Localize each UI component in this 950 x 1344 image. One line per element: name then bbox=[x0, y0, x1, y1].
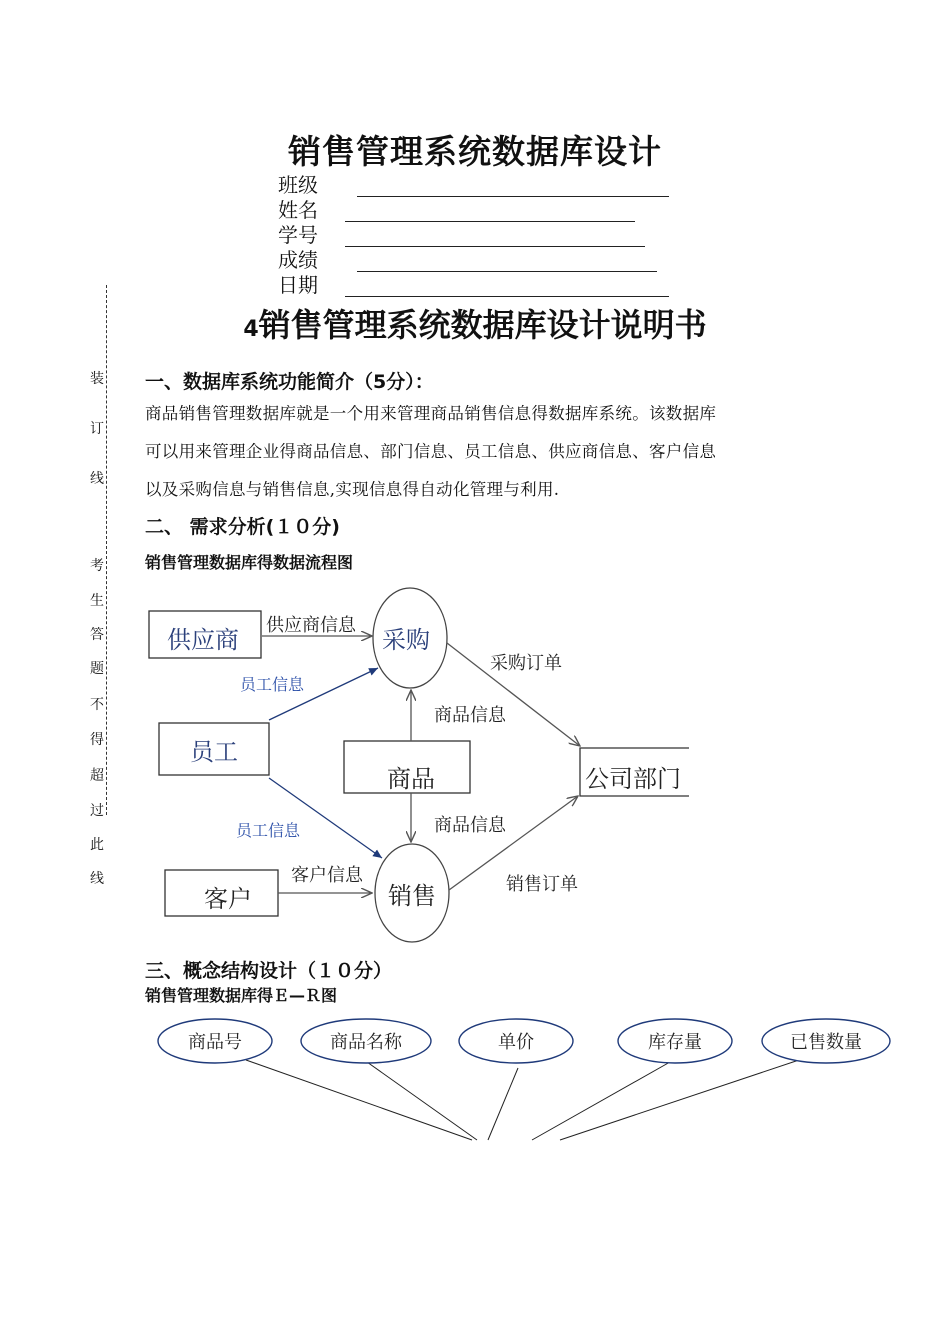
paragraph-line: 可以用来管理企业得商品信息、部门信息、员工信息、供应商信息、客户信息 bbox=[145, 442, 717, 461]
subtitle-text: 销售管理系统数据库设计说明书 bbox=[258, 306, 707, 344]
binding-char: 不 bbox=[90, 697, 104, 713]
paragraph-line: 以及采购信息与销售信息,实现信息得自动化管理与利用. bbox=[145, 480, 560, 499]
sales-label: 销售 bbox=[388, 882, 436, 910]
binding-char: 生 bbox=[90, 593, 104, 609]
paragraph-line: 商品销售管理数据库就是一个用来管理商品销售信息得数据库系统。该数据库 bbox=[145, 404, 717, 423]
er-attribute-label: 商品号 bbox=[188, 1032, 242, 1053]
er-connector bbox=[532, 1062, 670, 1140]
er-connector bbox=[367, 1062, 477, 1140]
er-connector bbox=[560, 1058, 805, 1140]
binding-char: 线 bbox=[90, 871, 104, 887]
binding-char: 考 bbox=[90, 558, 104, 574]
subtitle-marker: 4 bbox=[243, 317, 259, 342]
binding-char: 答 bbox=[90, 627, 104, 643]
binding-char: 此 bbox=[90, 837, 104, 853]
binding-char: 得 bbox=[90, 732, 104, 748]
section3-heading: 三、概念结构设计（１０分） bbox=[145, 960, 393, 982]
department-label: 公司部门 bbox=[585, 765, 681, 793]
er-attribute-label: 已售数量 bbox=[790, 1032, 862, 1053]
binding-char: 装 bbox=[90, 371, 104, 387]
er-diagram bbox=[158, 1019, 890, 1140]
section2-heading: 二、 需求分析(１０分) bbox=[145, 516, 340, 538]
er-connector bbox=[488, 1068, 518, 1140]
binding-char: 过 bbox=[90, 803, 104, 819]
binding-char: 超 bbox=[90, 768, 104, 784]
binding-char: 订 bbox=[90, 421, 104, 437]
student-id-label: 学号 bbox=[278, 223, 318, 247]
binding-char: 题 bbox=[90, 661, 104, 677]
purchase-order-flow-label: 采购订单 bbox=[490, 653, 562, 674]
supplier-info-flow-label: 供应商信息 bbox=[266, 615, 356, 636]
class-label: 班级 bbox=[278, 173, 318, 197]
customer-label: 客户 bbox=[204, 885, 252, 913]
dataflow-caption: 销售管理数据库得数据流程图 bbox=[145, 553, 354, 572]
er-attribute-label: 单价 bbox=[498, 1032, 534, 1053]
employee-label: 员工 bbox=[190, 738, 238, 766]
er-caption: 销售管理数据库得Ｅ—Ｒ图 bbox=[145, 986, 338, 1005]
product-label: 商品 bbox=[387, 765, 435, 793]
score-label: 成绩 bbox=[278, 248, 318, 272]
employee-info-flow-label: 员工信息 bbox=[236, 821, 301, 840]
er-connector bbox=[246, 1060, 472, 1140]
er-attribute-label: 库存量 bbox=[648, 1032, 702, 1053]
name-label: 姓名 bbox=[278, 198, 318, 222]
supplier-label: 供应商 bbox=[167, 626, 239, 654]
purchase-label: 采购 bbox=[382, 626, 430, 654]
customer-info-flow-label: 客户信息 bbox=[291, 865, 363, 886]
document-title: 销售管理系统数据库设计 bbox=[288, 132, 662, 171]
er-attribute-label: 商品名称 bbox=[330, 1032, 402, 1053]
product-info-flow-label: 商品信息 bbox=[434, 815, 506, 836]
binding-char: 线 bbox=[90, 471, 104, 487]
date-label: 日期 bbox=[278, 273, 318, 297]
product-info-flow-label: 商品信息 bbox=[434, 705, 506, 726]
employee-info-flow-label: 员工信息 bbox=[240, 675, 305, 694]
sales-order-flow-label: 销售订单 bbox=[506, 874, 578, 895]
section1-heading: 一、数据库系统功能简介（5分）： bbox=[145, 371, 434, 393]
